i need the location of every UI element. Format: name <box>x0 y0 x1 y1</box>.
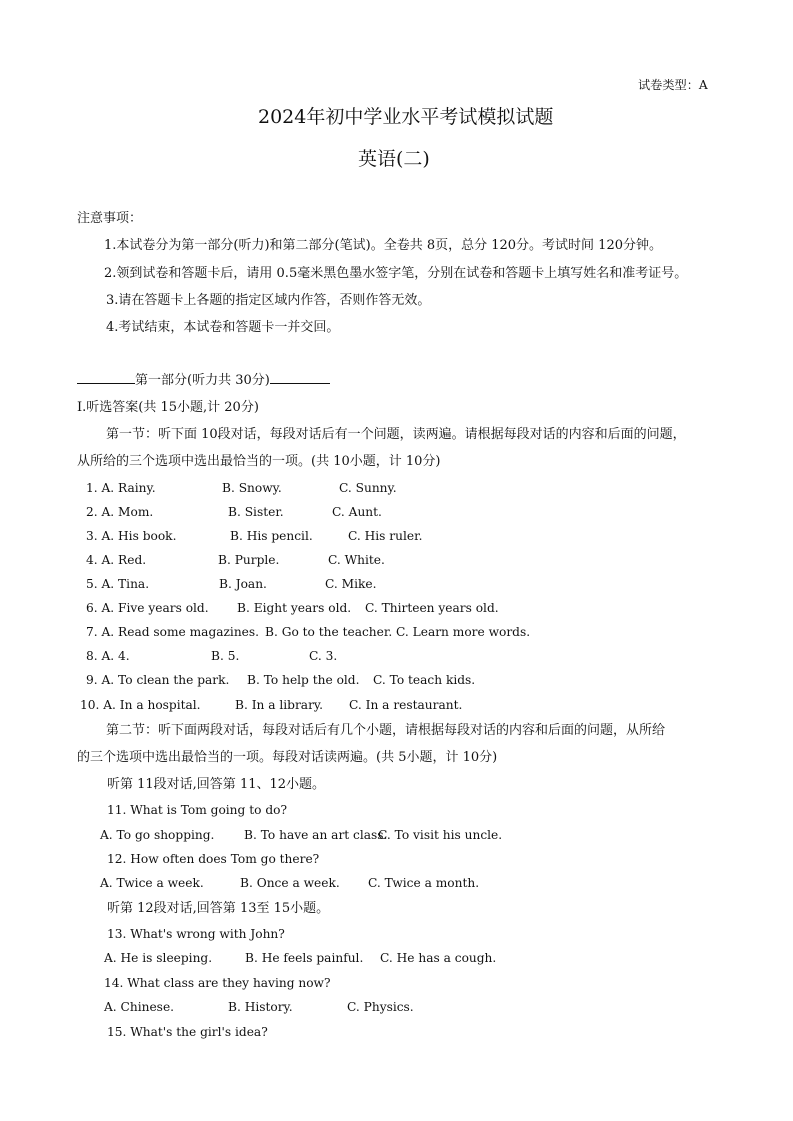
q2-option-b: B. Sister. <box>228 505 284 519</box>
q13-stem: 13. What's wrong with John? <box>107 927 285 941</box>
q15-stem: 15. What's the girl's idea? <box>107 1025 268 1039</box>
q11-option-a: A. To go shopping. <box>100 828 215 842</box>
part1-heading-text: 第一部分(听力共 30分) <box>135 373 270 388</box>
q9-option-c: C. To teach kids. <box>373 673 476 687</box>
notice-item-3: 3.请在答题卡上各题的指定区域内作答，否则作答无效。 <box>106 293 431 308</box>
q5-option-b: B. Joan. <box>219 577 267 591</box>
q11-stem: 11. What is Tom going to do? <box>107 803 287 817</box>
q4-option-a: 4. A. Red. <box>86 553 147 567</box>
q12-option-b: B. Once a week. <box>240 876 340 890</box>
underline-left <box>77 372 135 384</box>
q7-option-c: C. Learn more words. <box>396 625 531 639</box>
q14-option-a: A. Chinese. <box>104 1000 175 1014</box>
q12-stem: 12. How often does Tom go there? <box>107 852 320 866</box>
section2-instruction-line1: 第二节：听下面两段对话，每段对话后有几个小题，请根据每段对话的内容和后面的问题，从所给 <box>106 723 666 738</box>
q4-option-b: B. Purple. <box>218 553 280 567</box>
q9-option-a: 9. A. To clean the park. <box>86 673 230 687</box>
q10-option-b: B. In a library. <box>235 698 324 712</box>
q10-option-a: 10. A. In a hospital. <box>80 698 201 712</box>
underline-right <box>270 372 330 384</box>
notice-label: 注意事项： <box>77 211 143 226</box>
q9-option-b: B. To help the old. <box>247 673 360 687</box>
q14-stem: 14. What class are they having now? <box>104 976 331 990</box>
q12-option-c: C. Twice a month. <box>368 876 480 890</box>
q4-option-c: C. White. <box>328 553 385 567</box>
q13-option-c: C. He has a cough. <box>380 951 497 965</box>
dialog11-intro: 听第 11段对话,回答第 11、12小题。 <box>107 777 326 792</box>
q3-option-b: B. His pencil. <box>230 529 313 543</box>
q11-option-c: C. To visit his uncle. <box>378 828 503 842</box>
q5-option-c: C. Mike. <box>325 577 377 591</box>
q10-option-c: C. In a restaurant. <box>349 698 463 712</box>
q5-option-a: 5. A. Tina. <box>86 577 150 591</box>
q12-option-a: A. Twice a week. <box>100 876 204 890</box>
section1-instruction-line2: 从所给的三个选项中选出最恰当的一项。(共 10小题，计 10分) <box>77 454 441 469</box>
q1-option-c: C. Sunny. <box>339 481 397 495</box>
notice-item-1: 1.本试卷分为第一部分(听力)和第二部分(笔试)。全卷共 8页，总分 120分。考试时间 120分钟。 <box>104 238 662 253</box>
dialog12-intro: 听第 12段对话,回答第 13至 15小题。 <box>107 901 330 916</box>
q8-option-b: B. 5. <box>211 649 240 663</box>
q6-option-b: B. Eight years old. <box>237 601 352 615</box>
notice-item-2: 2.领到试卷和答题卡后，请用 0.5毫米黑色墨水签字笔，分别在试卷和答题卡上填写姓名和准考证号。 <box>104 266 688 281</box>
q1-option-a: 1. A. Rainy. <box>86 481 156 495</box>
q2-option-c: C. Aunt. <box>332 505 382 519</box>
q7-option-a: 7. A. Read some magazines. <box>86 625 260 639</box>
q13-option-b: B. He feels painful. <box>245 951 364 965</box>
q3-option-c: C. His ruler. <box>348 529 423 543</box>
notice-item-4: 4.考试结束，本试卷和答题卡一并交回。 <box>106 320 340 335</box>
q13-option-a: A. He is sleeping. <box>104 951 213 965</box>
section1-instruction-line1: 第一节：听下面 10段对话，每段对话后有一个问题，读两遍。请根据每段对话的内容和后面的问题， <box>106 427 686 442</box>
q6-option-a: 6. A. Five years old. <box>86 601 209 615</box>
q11-option-b: B. To have an art class. <box>244 828 388 842</box>
q6-option-c: C. Thirteen years old. <box>365 601 499 615</box>
q14-option-b: B. History. <box>228 1000 293 1014</box>
q2-option-a: 2. A. Mom. <box>86 505 154 519</box>
section2-instruction-line2: 的三个选项中选出最恰当的一项。每段对话读两遍。(共 5小题，计 10分) <box>77 750 498 765</box>
q14-option-c: C. Physics. <box>347 1000 414 1014</box>
q7-option-b: B. Go to the teacher. <box>265 625 393 639</box>
q8-option-c: C. 3. <box>309 649 338 663</box>
q8-option-a: 8. A. 4. <box>86 649 130 663</box>
exam-title: 2024年初中学业水平考试模拟试题 <box>258 106 554 128</box>
q1-option-b: B. Snowy. <box>222 481 282 495</box>
exam-subtitle: 英语(二) <box>358 148 430 170</box>
part1-heading <box>77 372 330 387</box>
paper-type-label: 试卷类型：A <box>638 78 708 92</box>
q3-option-a: 3. A. His book. <box>86 529 177 543</box>
listening-section-title: Ⅰ.听选答案(共 15小题,计 20分) <box>77 400 259 415</box>
